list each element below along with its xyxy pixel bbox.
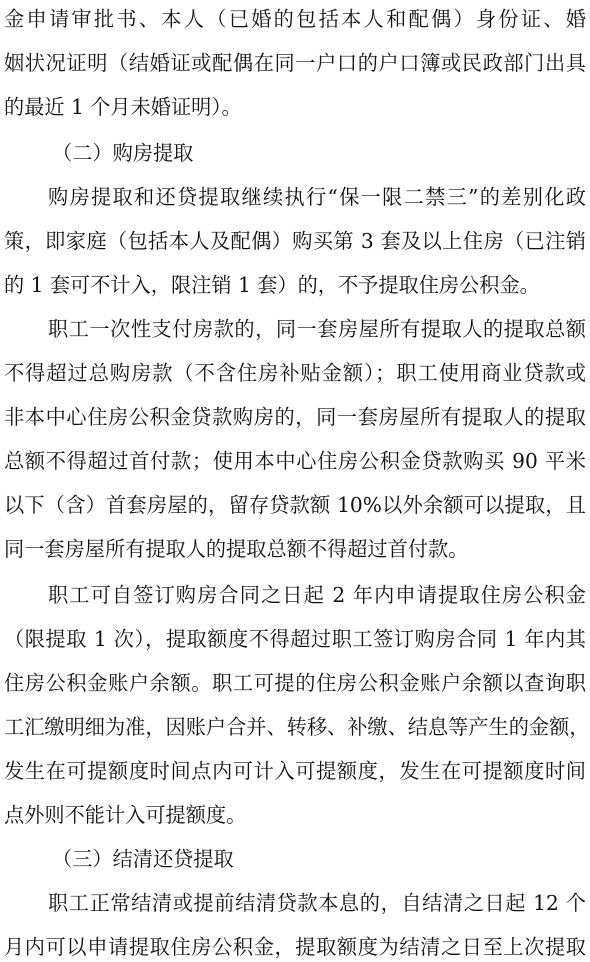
paragraph-first-line: 职工可自签订购房合同之日起 2 年内申请提取住房公积金	[48, 583, 586, 607]
text-line: 不得超过总购房款（不含住房补贴金额）；职工使用商业贷款或	[4, 361, 586, 385]
section-heading: （三）结清还贷提取	[52, 847, 234, 871]
text-line: 的 1 套可不计入，限注销 1 套）的，不予提取住房公积金。	[4, 273, 540, 297]
text-line: 金申请审批书、本人（已婚的包括本人和配偶）身份证、婚	[4, 7, 586, 31]
text-line: 总额不得超过首付款；使用本中心住房公积金贷款购买 90 平米	[4, 449, 586, 473]
text-line: 点外则不能计入可提额度。	[4, 803, 247, 827]
paragraph-first-line: 职工正常结清或提前结清贷款本息的，自结清之日起 12 个	[48, 891, 586, 915]
text-line: 策，即家庭（包括本人及配偶）购买第 3 套及以上住房（已注销	[4, 229, 586, 253]
paragraph-first-line: 职工一次性支付房款的，同一套房屋所有提取人的提取总额	[48, 317, 586, 341]
paragraph-first-line: 购房提取和还贷提取继续执行“保一限二禁三”的差别化政	[48, 185, 586, 209]
text-line: 同一套房屋所有提取人的提取总额不得超过首付款。	[4, 537, 469, 561]
text-line: 姻状况证明（结婚证或配偶在同一户口的户口簿或民政部门出具	[4, 51, 586, 75]
text-line: 月内可以申请提取住房公积金，提取额度为结清之日至上次提取	[4, 935, 586, 959]
section-heading: （二）购房提取	[52, 141, 194, 165]
text-line: （限提取 1 次），提取额度不得超过职工签订购房合同 1 年内其	[4, 627, 586, 651]
text-line: 发生在可提额度时间点内可计入可提额度，发生在可提额度时间	[4, 759, 586, 783]
text-line: 以下（含）首套房屋的，留存贷款额 10%以外余额可以提取，且	[4, 493, 586, 517]
text-line: 的最近 1 个月未婚证明）。	[4, 95, 242, 119]
text-line: 非本中心住房公积金贷款购房的，同一套房屋所有提取人的提取	[4, 405, 586, 429]
text-line: 住房公积金账户余额。职工可提的住房公积金账户余额以查询职	[4, 671, 586, 695]
text-line: 工汇缴明细为准，因账户合并、转移、补缴、结息等产生的金额，	[4, 715, 590, 739]
